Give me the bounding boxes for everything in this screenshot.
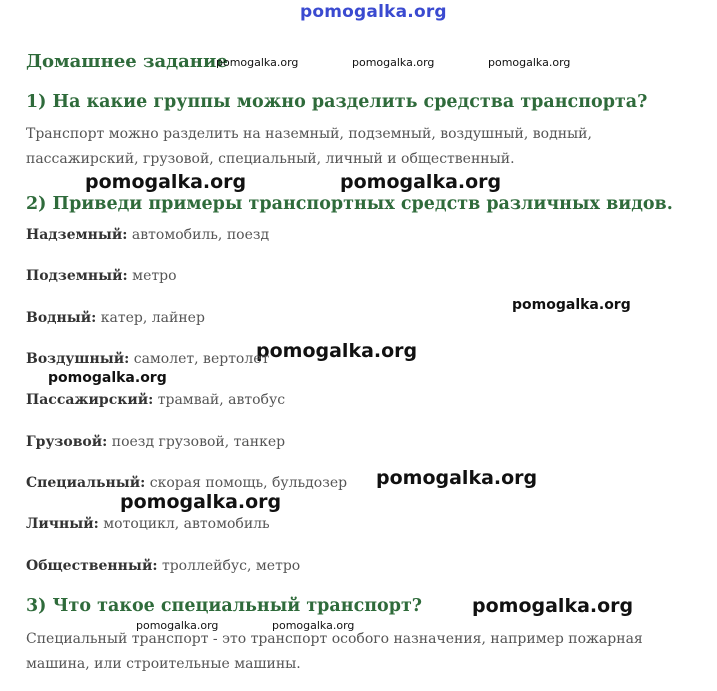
watermark: pomogalka.org [216, 56, 299, 69]
answer-1-line-1: Транспорт можно разделить на наземный, подземный, воздушный, водный, [26, 126, 592, 142]
answer-1-line-2: пассажирский, грузовой, специальный, личный и общественный. [26, 151, 515, 167]
list-item [26, 227, 269, 243]
watermark: pomogalka.org [272, 619, 355, 632]
item-label: Водный: [26, 310, 97, 326]
list-item [26, 268, 177, 284]
watermark: pomogalka.org [85, 171, 247, 193]
watermark: pomogalka.org [256, 340, 418, 362]
list-item [26, 392, 285, 408]
watermark: pomogalka.org [352, 56, 435, 69]
list-item [26, 434, 285, 450]
item-text: мотоцикл, автомобиль [98, 516, 270, 532]
question-1-title: 1) На какие группы можно разделить средства транспорта? [26, 92, 648, 112]
item-label: Грузовой: [26, 434, 108, 450]
watermark: pomogalka.org [300, 2, 447, 22]
item-text: троллейбус, метро [157, 558, 301, 574]
item-label: Пассажирский: [26, 392, 154, 408]
watermark: pomogalka.org [120, 491, 282, 513]
watermark: pomogalka.org [512, 297, 631, 313]
item-label: Общественный: [26, 558, 158, 574]
answer-3-line-2: машина, или строительные машины. [26, 656, 301, 672]
question-2-title: 2) Приведи примеры транспортных средств различных видов. [26, 194, 673, 214]
watermark: pomogalka.org [136, 619, 219, 632]
item-text: скорая помощь, бульдозер [145, 475, 348, 491]
answer-1 [26, 122, 686, 172]
watermark: pomogalka.org [488, 56, 571, 69]
item-text: катер, лайнер [96, 310, 205, 326]
item-text: метро [127, 268, 177, 284]
question-3-title: 3) Что такое специальный транспорт? [26, 596, 423, 616]
page-heading: Домашнее задание [26, 51, 228, 72]
watermark: pomogalka.org [472, 595, 634, 617]
item-text: самолет, вертолет [129, 351, 270, 367]
item-label: Специальный: [26, 475, 146, 491]
watermark: pomogalka.org [376, 467, 538, 489]
watermark: pomogalka.org [340, 171, 502, 193]
item-text: поезд грузовой, танкер [107, 434, 286, 450]
list-item [26, 351, 269, 367]
watermark: pomogalka.org [48, 370, 167, 386]
item-label: Надземный: [26, 227, 128, 243]
answer-3 [26, 627, 686, 677]
list-item [26, 516, 270, 532]
answer-3-line-1: Специальный транспорт - это транспорт особого назначения, например пожарная [26, 631, 643, 647]
item-label: Личный: [26, 516, 99, 532]
item-label: Воздушный: [26, 351, 130, 367]
item-text: автомобиль, поезд [127, 227, 270, 243]
item-label: Подземный: [26, 268, 128, 284]
list-item [26, 558, 300, 574]
list-item [26, 310, 205, 326]
list-item [26, 475, 347, 491]
item-text: трамвай, автобус [153, 392, 286, 408]
